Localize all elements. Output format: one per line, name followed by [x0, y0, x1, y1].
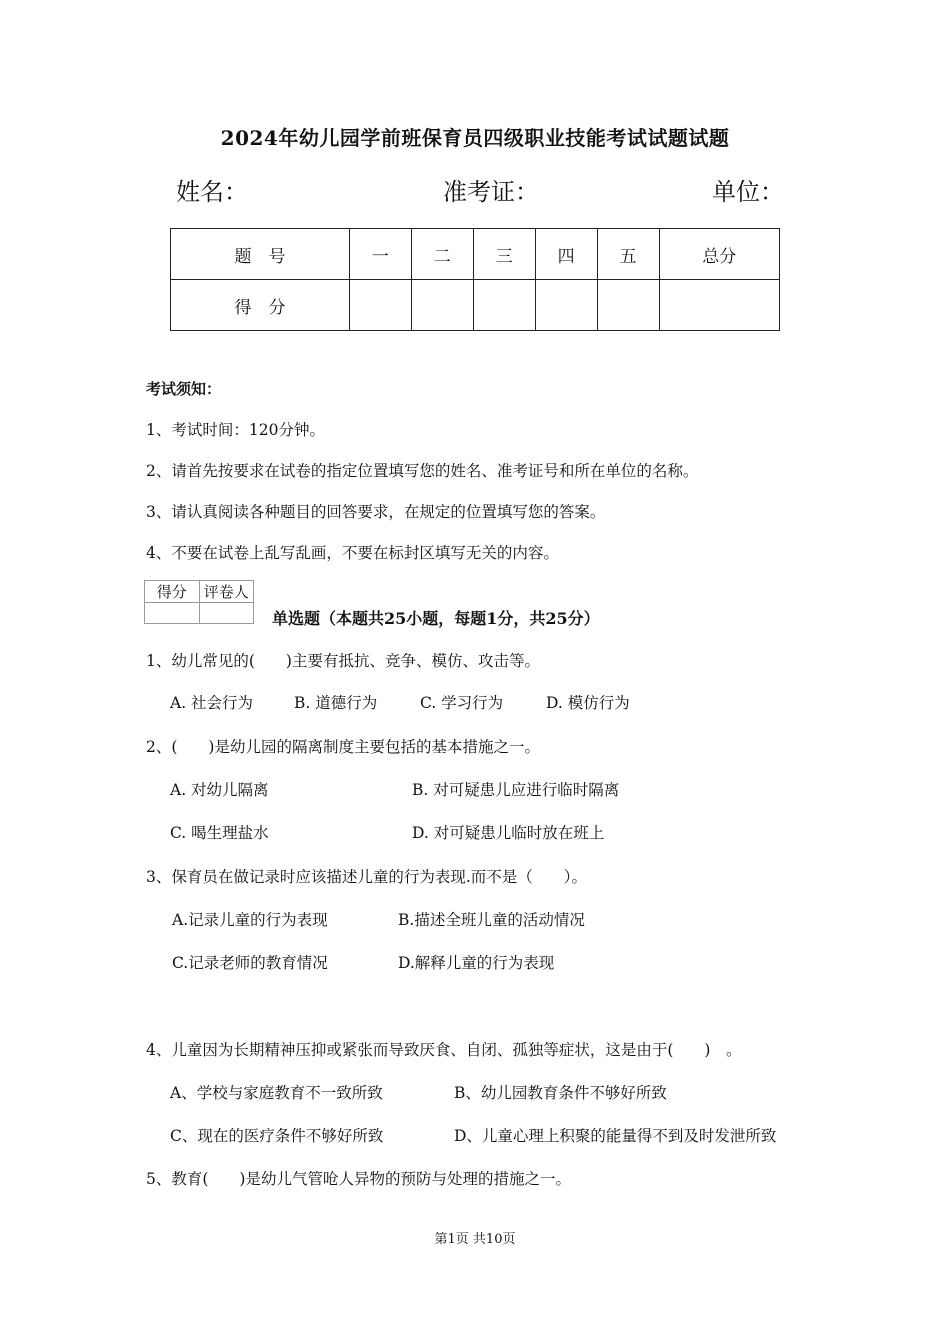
option: C、现在的医疗条件不够好所致 — [170, 1127, 384, 1145]
score-table-header-cell: 三 — [473, 229, 535, 280]
option: B. 对可疑患儿应进行临时隔离 — [412, 781, 620, 799]
option: B.描述全班儿童的活动情况 — [398, 911, 585, 929]
option: A. 社会行为 — [170, 694, 254, 712]
score-cell[interactable] — [473, 280, 535, 331]
option: C. 喝生理盐水 — [170, 824, 269, 842]
option: D、儿童心理上积聚的能量得不到及时发泄所致 — [454, 1127, 777, 1145]
grader-score-label: 得分 — [145, 581, 200, 603]
option: A、学校与家庭教育不一致所致 — [170, 1084, 383, 1102]
score-table-header-cell: 二 — [411, 229, 473, 280]
option: D. 对可疑患儿临时放在班上 — [412, 824, 605, 842]
grader-name-cell[interactable] — [199, 603, 254, 624]
score-cell[interactable] — [659, 280, 779, 331]
score-cell[interactable] — [535, 280, 597, 331]
score-row-label: 得 分 — [171, 280, 350, 331]
score-table-header-cell: 五 — [597, 229, 659, 280]
option: B. 道德行为 — [294, 694, 378, 712]
name-field-label: 姓名： — [176, 178, 248, 206]
option: B、幼儿园教育条件不够好所致 — [454, 1084, 667, 1102]
exam-number-field-label: 准考证： — [443, 178, 539, 206]
unit-field-label: 单位： — [712, 178, 784, 206]
score-table-score-row — [171, 280, 780, 331]
score-cell[interactable] — [597, 280, 659, 331]
option: D. 模仿行为 — [546, 694, 630, 712]
grader-name-label: 评卷人 — [199, 581, 254, 603]
score-cell[interactable] — [411, 280, 473, 331]
page-footer: 第1页 共10页 — [434, 1232, 516, 1247]
score-table-header-cell: 一 — [349, 229, 411, 280]
option: A.记录儿童的行为表现 — [172, 911, 328, 929]
question-stem: 3、保育员在做记录时应该描述儿童的行为表现.而不是（ ）。 — [146, 868, 588, 886]
note-item: 4、不要在试卷上乱写乱画，不要在标封区填写无关的内容。 — [146, 544, 559, 562]
question-stem: 2、( )是幼儿园的隔离制度主要包括的基本措施之一。 — [146, 738, 540, 756]
exam-title: 2024年幼儿园学前班保育员四级职业技能考试试题试题 — [220, 126, 730, 150]
section-title: 单选题（本题共25小题，每题1分，共25分） — [272, 609, 600, 628]
grader-score-cell[interactable] — [145, 603, 200, 624]
score-table-header-cell: 题 号 — [171, 229, 350, 280]
question-stem: 1、幼儿常见的( )主要有抵抗、竞争、模仿、攻击等。 — [146, 652, 540, 670]
notes-heading: 考试须知： — [146, 380, 222, 398]
option: C.记录老师的教育情况 — [172, 954, 328, 972]
score-table-header-cell: 总分 — [659, 229, 779, 280]
score-table-header-row — [171, 229, 780, 280]
question-stem: 4、儿童因为长期精神压抑或紧张而导致厌食、自闭、孤独等症状，这是由于( ) 。 — [146, 1041, 742, 1059]
note-item: 2、请首先按要求在试卷的指定位置填写您的姓名、准考证号和所在单位的名称。 — [146, 462, 699, 480]
note-item: 1、考试时间：120分钟。 — [146, 421, 325, 439]
option: D.解释儿童的行为表现 — [398, 954, 555, 972]
grader-box — [144, 580, 254, 624]
note-item: 3、请认真阅读各种题目的回答要求，在规定的位置填写您的答案。 — [146, 503, 606, 521]
score-cell[interactable] — [349, 280, 411, 331]
option: A. 对幼儿隔离 — [170, 781, 269, 799]
option: C. 学习行为 — [420, 694, 504, 712]
score-table-header-cell: 四 — [535, 229, 597, 280]
question-stem: 5、教育( )是幼儿气管呛人异物的预防与处理的措施之一。 — [146, 1170, 571, 1188]
score-table — [170, 228, 780, 331]
